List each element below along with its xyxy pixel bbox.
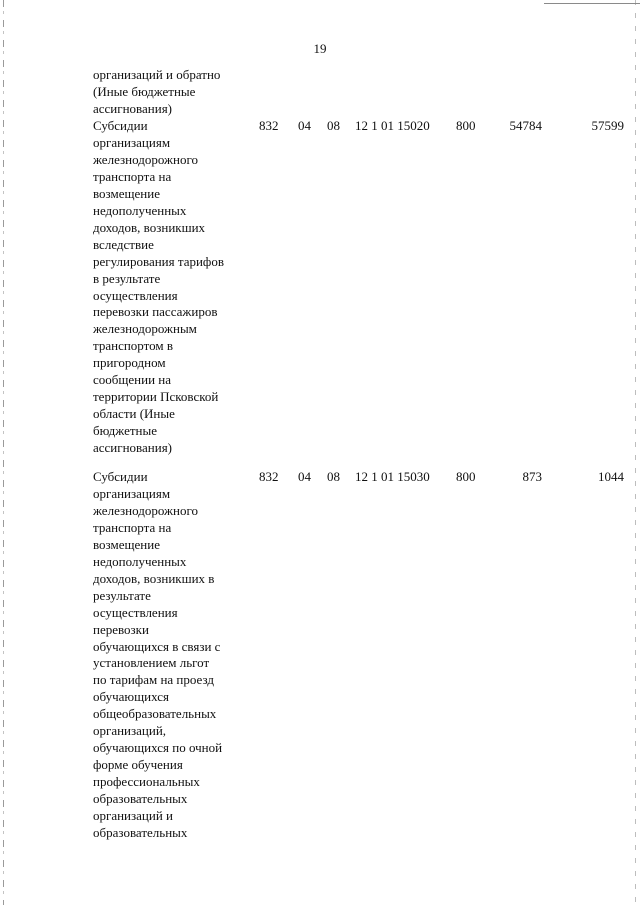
ved-code: 832 (259, 118, 279, 133)
expense-type-code: 800 (456, 469, 476, 484)
section-code: 04 (298, 118, 311, 133)
section-code: 04 (298, 469, 311, 484)
subsection-code: 08 (327, 469, 340, 484)
expense-type-code: 800 (456, 118, 476, 133)
target-article-code: 12 1 01 15020 (355, 118, 430, 133)
amount-year-1: 54784 (509, 118, 542, 133)
amount-year-1: 873 (522, 469, 542, 484)
amount-year-2: 57599 (591, 118, 624, 133)
subsection-code: 08 (327, 118, 340, 133)
scan-edge-left (3, 0, 4, 905)
row-name: организаций и обратно (Иные бюджетные ассигнования) (93, 67, 221, 116)
row-name: Субсидии организациям железнодорожного транспорта на возмещение недополученных доходов, возникших в результате осуществления перевозки обучающихся в связи с установлением льгот по тарифам на проезд обучающихся общеобразовательных организаций, обучающихся по очной форме обучения профессиональных образовательных организаций и образовательных (93, 469, 223, 841)
ved-code: 832 (259, 469, 279, 484)
amount-year-2: 1044 (598, 469, 624, 484)
row-name: Субсидии организациям железнодорожного транспорта на возмещение недополученных доходов, возникших вследствие регулирования тарифов в результате осуществления перевозки пассажиров железнодорожным транспортом в пригородном сообщении на территории Псковской области (Иные бюджетные ассигнования) (93, 118, 224, 456)
target-article-code: 12 1 01 15030 (355, 469, 430, 484)
page-number: 19 (313, 41, 327, 56)
scan-edge-top (544, 3, 640, 4)
scan-edge-right (635, 0, 636, 905)
